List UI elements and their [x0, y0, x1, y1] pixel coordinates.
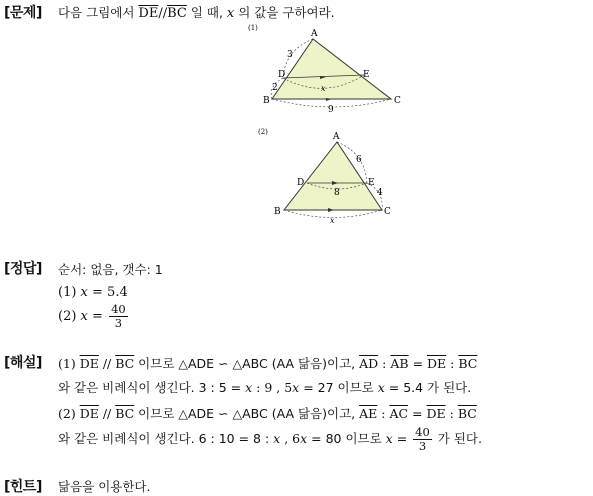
svg-text:9: 9: [328, 105, 334, 115]
svg-text:4: 4: [377, 188, 383, 198]
svg-text:x: x: [330, 216, 335, 225]
svg-text:6: 6: [356, 155, 362, 165]
answer-meta: 순서: 없음, 갯수: 1: [58, 262, 163, 277]
answer-1: (1) x = 5.4: [58, 285, 128, 300]
solution-2-line-2: 와 같은 비례식이 생긴다. 6 : 10 = 8 : x , 6x = 80 이므로 x = $\frac{40}{3}$ 가 된다.: [58, 425, 482, 453]
svg-text:x: x: [321, 84, 326, 93]
svg-text:E: E: [368, 178, 375, 188]
svg-text:C: C: [384, 207, 391, 217]
hint-tag: [힌트]: [4, 479, 42, 495]
problem-tag: [문제]: [4, 5, 42, 21]
solution-2-line-1: (2) $\overline{DE} // \overline{BC}$ 이므로 △ADE ∽ △ABC (AA 닮음)이고, $\overline{AE}$ : $\overline{AC} = \overline{DE}$ : $\overline{BC}$: [58, 406, 477, 421]
svg-text:3: 3: [287, 50, 293, 60]
svg-text:2: 2: [272, 83, 278, 93]
svg-text:D: D: [278, 70, 286, 80]
fraction: $\frac{40}{3}$: [111, 302, 126, 330]
figure-1: [240, 20, 415, 115]
segment-de: $\overline{DE}$: [138, 6, 159, 21]
problem-statement: 다음 그림에서 $\overline{DE}//\overline{BC}$ 일 때, x 의 값을 구하여라.: [58, 5, 335, 21]
svg-text:E: E: [363, 70, 370, 80]
answer-2: (2) x = $\frac{40}{3}$: [58, 302, 126, 330]
solution-1-line-1: (1) $\overline{DE} // \overline{BC}$ 이므로 △ADE ∽ △ABC (AA 닮음)이고, $\overline{AD}$ : $\overline{AB} = \overline{DE}$ : $\overline{BC}$: [58, 356, 478, 371]
solution-1-line-2: 와 같은 비례식이 생긴다. 3 : 5 = x : 9 , 5x = 27 이므로 x = 5.4 가 된다.: [58, 380, 472, 395]
svg-text:C: C: [394, 96, 401, 106]
solution-tag: [해설]: [4, 355, 42, 371]
figure-2: [250, 125, 400, 225]
svg-text:D: D: [297, 178, 305, 188]
figure-2-label: (2): [258, 128, 268, 136]
svg-text:8: 8: [334, 188, 340, 198]
fraction-2: $\frac{40}{3}$: [415, 425, 430, 453]
triangle-abc-2: [284, 142, 382, 210]
triangle-abc: [272, 39, 391, 99]
answer-tag: [정답]: [4, 261, 42, 277]
svg-text:A: A: [311, 29, 318, 39]
segment-bc: $\overline{BC}$: [167, 6, 187, 21]
figure-1-label: (1): [248, 24, 258, 32]
svg-text:A: A: [333, 132, 340, 142]
svg-text:B: B: [263, 96, 270, 106]
hint-text: 닮음을 이용한다.: [58, 479, 151, 494]
svg-text:B: B: [274, 207, 281, 217]
